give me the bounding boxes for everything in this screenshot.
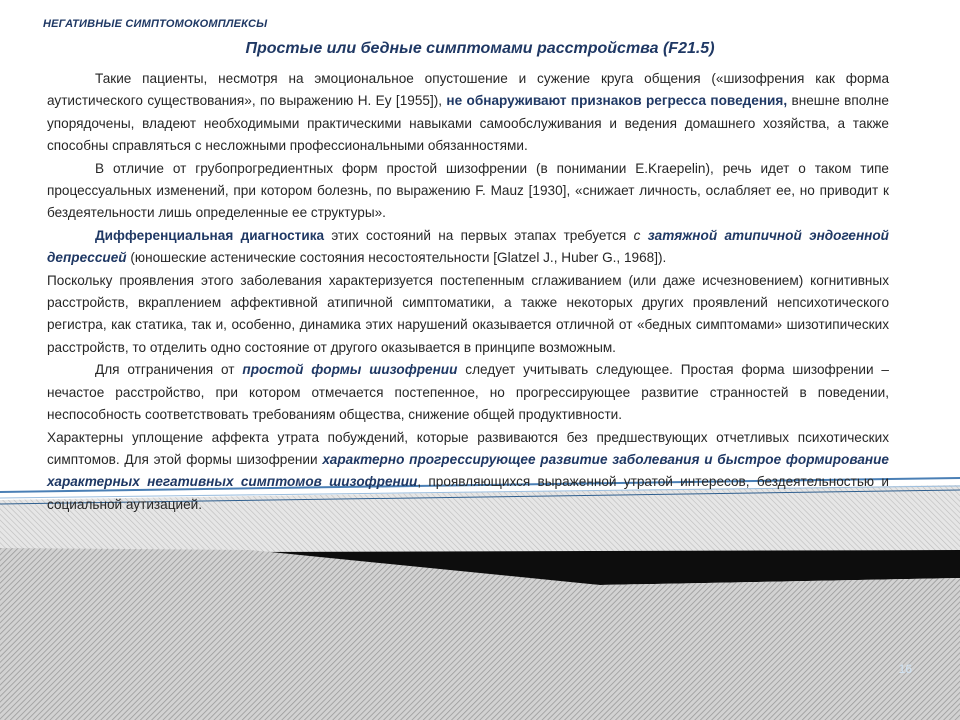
p6-text-c: , проявляющихся выраженной утратой интересов, бездеятельностью и социальной аутизацией. <box>47 474 890 512</box>
section-header: НЕГАТИВНЫЕ СИМПТОМОКОМПЛЕКСЫ <box>43 18 268 30</box>
p6-text-a: Характерны уплощение аффекта утрата побуждений, которые развиваются без предшествующих отчетливых психотических симптомов. Для этой формы шизофрении <box>47 429 889 467</box>
paragraph-6 <box>47 427 889 517</box>
p1-text-c: внешне вполне упорядочены, владеют необходимыми практическими навыками самообслуживания и ведения домашнего хозяйства, а также способны справляться с несложными профессиональными обязанностями. <box>47 93 889 154</box>
slide-title: Простые или бедные симптомами расстройства (F21.5) <box>245 40 715 57</box>
paragraph-4: Поскольку проявления этого заболевания характеризуется постепенным сглаживанием (или даже исчезновением) когнитивных расстройств, вкраплением аффективной атипичной симптоматики, а также некоторых других проявлений непсихотического регистра, как статика, так и, особенно, динамика этих нарушений оказывается отличной от «бедных симптомами» шизотипических расстройств, то отделить одно состояние от другого оказывается в принципе возможным. <box>47 272 889 355</box>
p1-text-a: Такие пациенты, несмотря на эмоциональное опустошение и сужение круга общения («шизофрения как форма аутистического существования», по выражению H. Ey [1955]), <box>47 71 889 109</box>
paragraph-3 <box>47 225 889 270</box>
p5-bold-italic: простой формы шизофрении <box>242 362 458 378</box>
p3-text-b: этих состояний на первых этапах требуется <box>324 227 634 243</box>
slide-body <box>47 68 889 516</box>
p5-text-c: следует учитывать следующее. Простая форма шизофрении – нечастое расстройство, при котором отмечается постепенное, но прогрессирующее развитие странностей в поведении, неспособность соответствовать требованиям общества, снижение общей продуктивности. <box>47 362 889 423</box>
p5-text-a: Для отграничения от <box>95 362 243 378</box>
p3-italic: с <box>633 227 648 243</box>
p3-bold: Дифференциальная диагностика <box>95 227 325 243</box>
p3-text-e: (юношеские астенические состояния несостоятельности [Glatzel J., Huber G., 1968]). <box>126 250 667 266</box>
paragraph-2: В отличие от грубопрогредиентных форм простой шизофрении (в понимании E.Kraepelin), речь идет о таком типе процессуальных изменений, при котором болезнь, по выражению F. Mauz [1930], «снижает личность, ослабляет ее, но приводит к бездеятельности лишь определенные ее структуры». <box>47 160 889 221</box>
page-number: 16 <box>898 662 912 676</box>
paragraph-5 <box>47 359 889 426</box>
paragraph-1 <box>47 68 889 158</box>
p3-bold-italic: затяжной атипичной эндогенной депрессией <box>47 227 889 266</box>
p1-bold: не обнаруживают признаков регресса поведения, <box>446 93 788 109</box>
p6-bold-italic: характерно прогрессирующее развитие заболевания и быстрое формирование характерных негативных симптомов шизофрении <box>47 451 889 490</box>
